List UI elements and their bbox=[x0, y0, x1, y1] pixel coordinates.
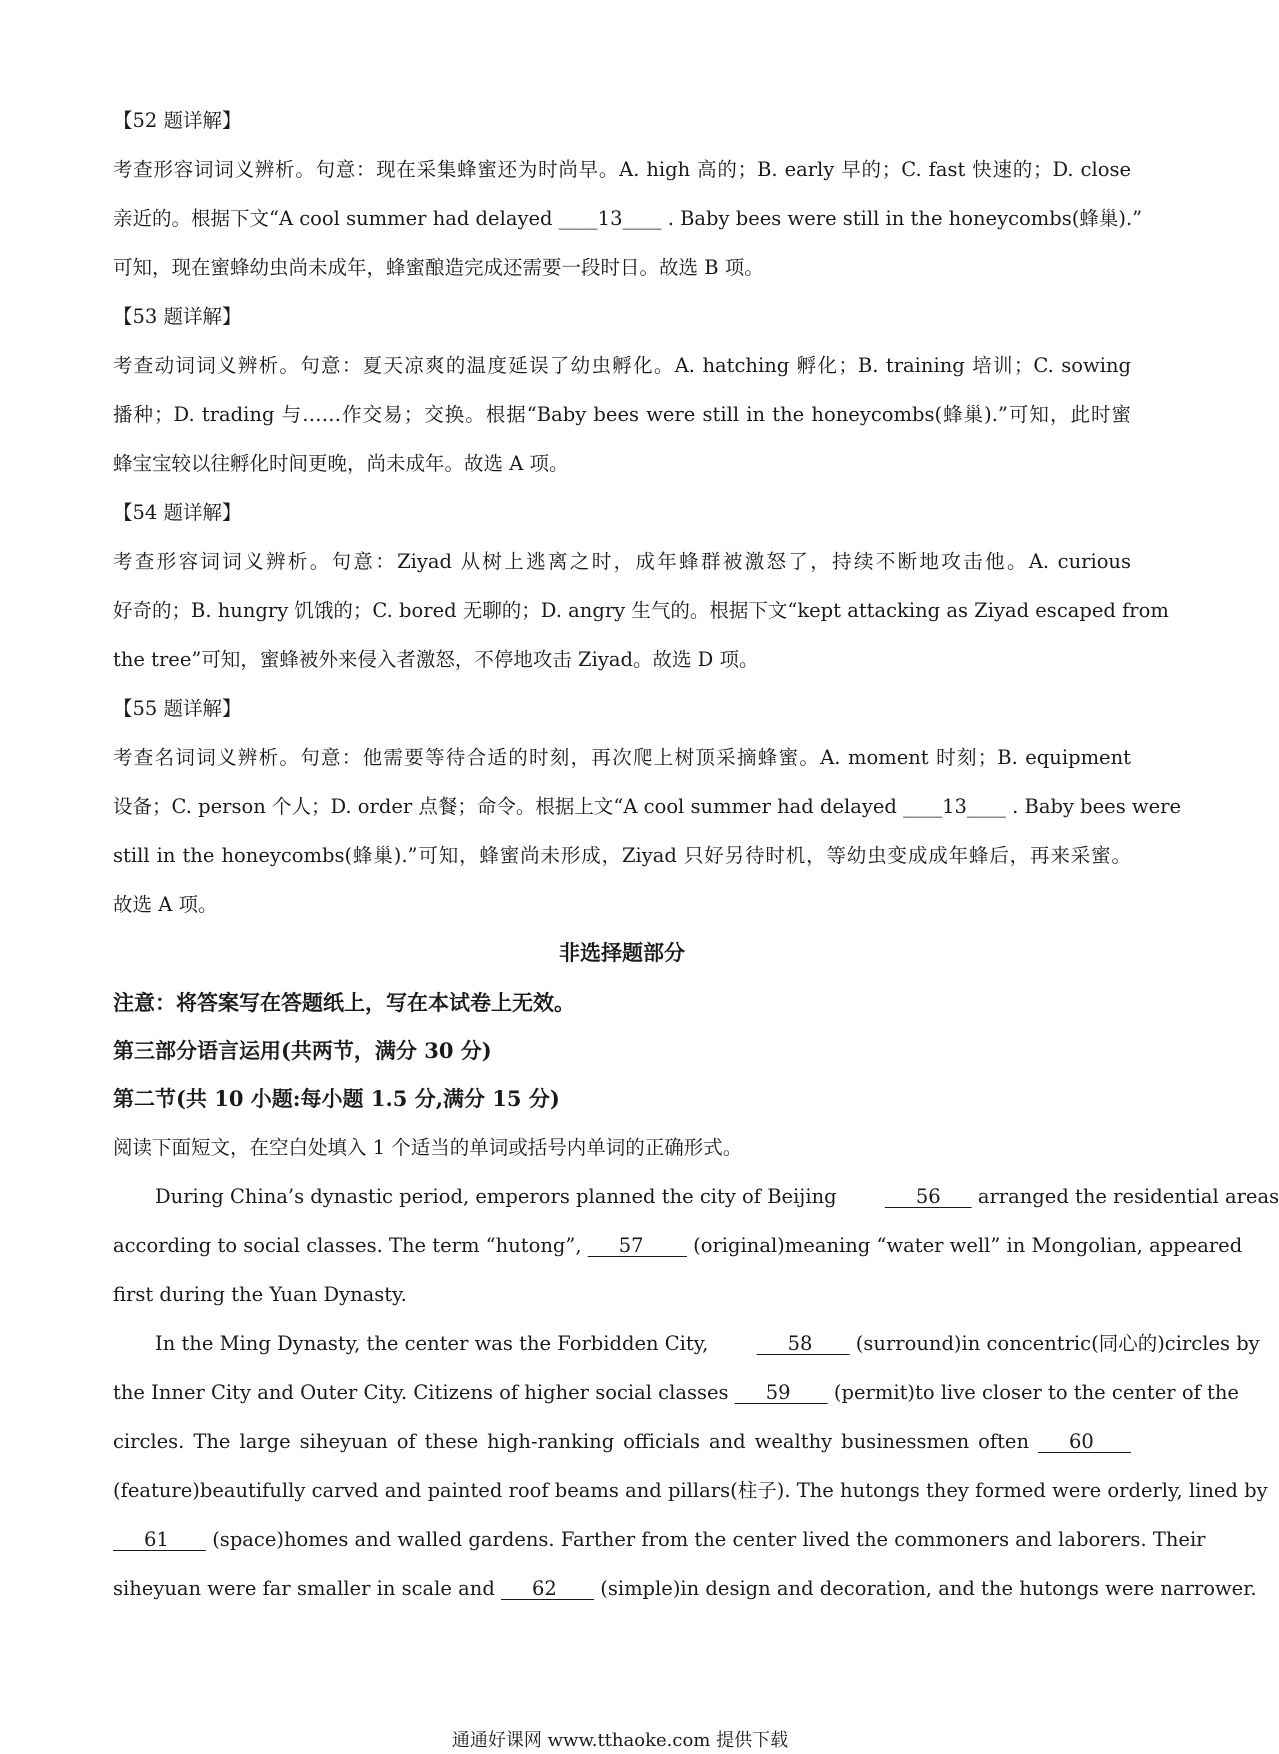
q52-line-3: 可知，现在蜜蜂幼虫尚未成年，蜂蜜酿造完成还需要一段时日。故选 B 项。 bbox=[113, 256, 764, 279]
text: During China’s dynastic period, emperors planned the city of Beijing bbox=[155, 1185, 843, 1208]
passage-p2-line-4: (feature)beautifully carved and painted roof beams and pillars(柱子). The hutongs they formed were orderly, lined by bbox=[113, 1479, 1268, 1502]
text: (original)meaning “water well” in Mongolian, appeared bbox=[686, 1234, 1243, 1257]
q54-line-3: the tree”可知，蜜蜂被外来侵入者激怒，不停地攻击 Ziyad。故选 D 项。 bbox=[113, 648, 759, 671]
passage-p1-line-3: first during the Yuan Dynasty. bbox=[113, 1283, 407, 1306]
passage-p1-line-2 bbox=[113, 1221, 1243, 1270]
q53-line-1: 考查动词词义辨析。句意：夏天凉爽的温度延误了幼虫孵化。A. hatching 孵化；B. training 培训；C. sowing bbox=[113, 354, 1131, 377]
text: siheyuan were far smaller in scale and bbox=[113, 1577, 502, 1600]
text: (simple)in design and decoration, and the hutongs were narrower. bbox=[594, 1577, 1257, 1600]
q54-line-1: 考查形容词词义辨析。句意：Ziyad 从树上逃离之时，成年蜂群被激怒了，持续不断地攻击他。A. curious bbox=[113, 550, 1131, 573]
text: circles. The large siheyuan of these high-ranking officials and wealthy businessmen often bbox=[113, 1430, 1038, 1453]
q55-line-1: 考查名词词义辨析。句意：他需要等待合适的时刻，再次爬上树顶采摘蜂蜜。A. moment 时刻；B. equipment bbox=[113, 746, 1131, 769]
q54-heading: 【54 题详解】 bbox=[113, 501, 242, 524]
text: In the Ming Dynasty, the center was the Forbidden City, bbox=[155, 1332, 715, 1355]
section-title: 非选择题部分 bbox=[559, 940, 685, 965]
q52-heading: 【52 题详解】 bbox=[113, 109, 242, 132]
passage-p1-line-1 bbox=[113, 1172, 1279, 1221]
footer-credit: 通通好课网 www.tthaoke.com 提供下载 bbox=[451, 1730, 789, 1751]
passage-p2-line-1 bbox=[113, 1319, 1260, 1368]
q55-line-4: 故选 A 项。 bbox=[113, 893, 218, 916]
passage-p2-line-6 bbox=[113, 1564, 1257, 1613]
q52-line-1: 考查形容词词义辨析。句意：现在采集蜂蜜还为时尚早。A. high 高的；B. early 早的；C. fast 快速的；D. close bbox=[113, 158, 1131, 181]
document-page bbox=[113, 96, 1279, 1613]
q54-line-2: 好奇的；B. hungry 饥饿的；C. bored 无聊的；D. angry 生气的。根据下文“kept attacking as Ziyad escaped from bbox=[113, 599, 1169, 622]
text: the Inner City and Outer City. Citizens of higher social classes bbox=[113, 1381, 735, 1404]
q55-line-2: 设备；C. person 个人；D. order 点餐；命令。根据上文“A cool summer had delayed ____13____ . Baby bees were bbox=[113, 795, 1182, 818]
text: (surround)in concentric(同心的)circles by bbox=[849, 1332, 1260, 1355]
blank-56: 56 bbox=[884, 1185, 972, 1208]
passage-p2-line-5 bbox=[113, 1515, 1206, 1564]
blank-60: 60 bbox=[1038, 1430, 1131, 1453]
q53-line-3: 蜂宝宝较以往孵化时间更晚，尚未成年。故选 A 项。 bbox=[113, 452, 569, 475]
blank-57: 57 bbox=[587, 1234, 687, 1257]
q55-heading: 【55 题详解】 bbox=[113, 697, 242, 720]
q53-line-2: 播种；D. trading 与……作交易；交换。根据“Baby bees were still in the honeycombs(蜂巢).”可知，此时蜜 bbox=[113, 403, 1131, 426]
q55-line-3: still in the honeycombs(蜂巢).”可知，蜂蜜尚未形成，Ziyad 只好另待时机，等幼虫变成成年蜂后，再来采蜜。 bbox=[113, 844, 1131, 867]
passage-p2-line-2 bbox=[113, 1368, 1239, 1417]
notice: 注意：将答案写在答题纸上，写在本试卷上无效。 bbox=[113, 990, 575, 1015]
blank-62: 62 bbox=[501, 1577, 595, 1600]
passage-p2-line-3 bbox=[113, 1417, 1131, 1466]
instruction: 阅读下面短文，在空白处填入 1 个适当的单词或括号内单词的正确形式。 bbox=[113, 1136, 743, 1159]
blank-58: 58 bbox=[756, 1332, 850, 1355]
subpart-title: 第二节(共 10 小题:每小题 1.5 分,满分 15 分) bbox=[113, 1086, 560, 1111]
blank-61: 61 bbox=[113, 1528, 206, 1551]
q53-heading: 【53 题详解】 bbox=[113, 305, 242, 328]
text: (permit)to live closer to the center of the bbox=[827, 1381, 1239, 1404]
blank-59: 59 bbox=[734, 1381, 828, 1404]
text: arranged the residential areas bbox=[971, 1185, 1279, 1208]
part-title: 第三部分语言运用(共两节，满分 30 分) bbox=[113, 1038, 492, 1063]
text: (space)homes and walled gardens. Farther from the center lived the commoners and laborers. Their bbox=[206, 1528, 1206, 1551]
q52-line-2: 亲近的。根据下文“A cool summer had delayed ____13____ . Baby bees were still in the honeycombs(蜂巢).” bbox=[113, 207, 1143, 230]
text: according to social classes. The term “hutong”, bbox=[113, 1234, 588, 1257]
